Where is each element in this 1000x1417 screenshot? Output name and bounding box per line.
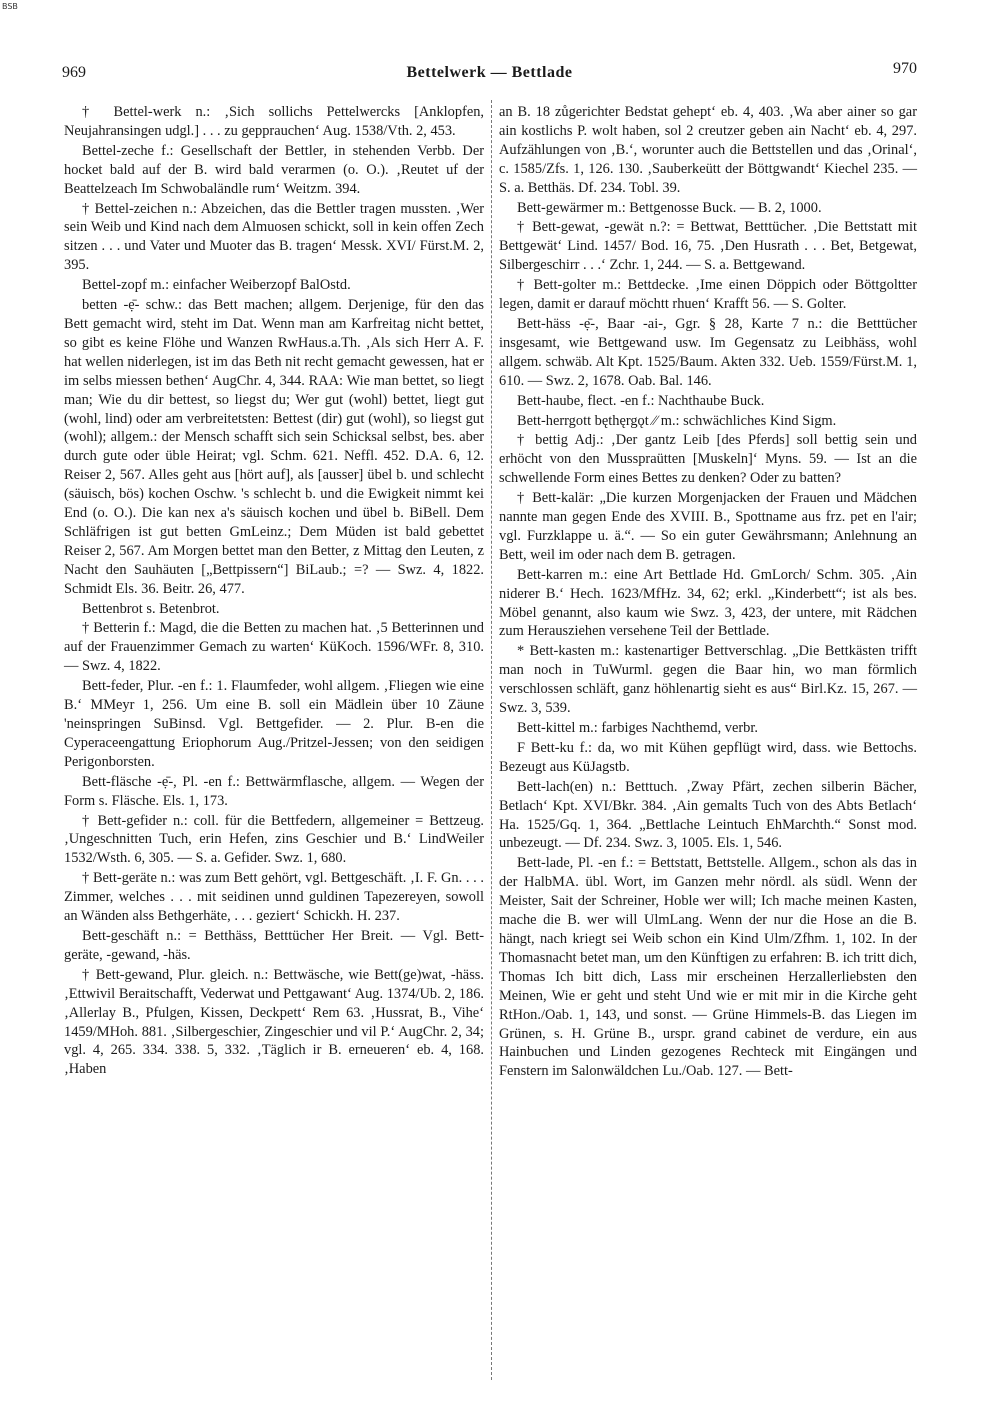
page-header — [62, 58, 917, 86]
entry-bettig: † bettig Adj.: ‚Der gantz Leib [des Pferds] soll bettig sein und erhöcht von den Musspraütten [Muskeln]‘ Myns. 59. — Ist an die schwellende Form eines Bettes zu denken? Oder zu batten? — [499, 432, 917, 487]
entry-bettel-zeche: Bettel-zeche f.: Gesellschaft der Bettler, in stehenden Verbb. Der hocket bald auf der B. wird bald verarmen (o. O.). ‚Reutet uf der Beattelzeach Im Schwobaländle rum‘ Weitzm. 394. — [64, 142, 484, 197]
entry-bett-flaesche: Bett-fläsche -ẹ̄-, Pl. -en f.: Bettwärmflasche, allgem. — Wegen der Form s. Fläsche. Els. 1, 173. — [64, 773, 484, 809]
entry-bett-haube: Bett-haube, flect. -en f.: Nachthaube Buck. — [517, 392, 765, 409]
page-number-left: 969 — [62, 64, 86, 81]
entry-bett-lade: Bett-lade, Pl. -en f.: = Bettstatt, Bettstelle. Allgem., schon als das in der HalbMA. übl. Wort, im Ganzen mehr nördl. als südl. Wenn der Meister, Sait der Schreiner, Hoble wer will; Ich mache meinen Kasten, mache die B. wer will UlmLang. Wenn der nur die Hose an die B. hängt, nach kriegt sei Weib schon ein Kind Ulm/Zfhm. 1, 102. In der Thomasnacht betet man, um den Künftigen zu erfahren: B. ich tritt dich, Thomas Ich bitt dich, Lass mir erscheinen Herzallerliebsten den Meinen, Wie er geht und steht Und wie er mit mir in die Kirche geht RtHon./Oab. 1, 143, und sonst. — Grüne Himmels-B. das Liegen im Grünen, s. H. Grüne B., urspr. grand cabinet de verdure, ein aus Hainbuchen und Linden gezogenes Rechteck mit Eingängen und Fenstern im Salonwäldchen Lu./Oab. 127. — Bett- — [499, 855, 917, 1080]
right-column — [499, 103, 917, 1082]
entry-bett-golter: † Bett-golter m.: Bettdecke. ‚Ime einen Döppich oder Böttgoltter legen, damit er darauf möchtt rhuen‘ Krafft 56. — S. Golter. — [499, 277, 917, 313]
entry-bett-feder: Bett-feder, Plur. -en f.: 1. Flaumfeder, wohl allgem. ‚Fliegen wie eine B.‘ MMeyr 1, 256. Um eine B. soll ein Mädlein über 10 Zäune 'neinspringen SuBinsd. Vgl. Bettgefider. — 2. Plur. B-en die Cyperaceengattung Eriophorum Aug./Pritzel-Jessen; von den seidigen Perigonborsten. — [64, 678, 484, 770]
entry-bett-kasten: * Bett-kasten m.: kastenartiger Bettverschlag. „Die Bettkästen trifft man noch in TuWurml. gegen die Baar hin, wo man förmlich verschlossen schläft, ganz höhlenartig sieht es aus“ Birl.Kz. 15, 267. — Swz. 3, 539. — [499, 643, 917, 717]
entry-bett-kittel: Bett-kittel m.: farbiges Nachthemd, verbr. — [517, 720, 758, 736]
entry-bettel-zopf: Bettel-zopf m.: einfacher Weiberzopf BalOstd. — [82, 277, 351, 294]
left-column — [64, 103, 484, 1080]
entry-bett-gewand-continued: an B. 18 zůgerichter Bedstat gehept‘ eb. 4, 403. ‚Wa aber ainer so gar ain kostlichs P. wolt haben, sol 2 creutzer geben ain Nacht‘ eb. 4, 297. Aufzählungen von ‚B.‘, worunter auch die Bettstellen und das ‚Orinal‘, c. 1585/Zfs. 1, 126. 130. ‚Sauberkeütt der Böttgwandt‘ Kiechel 235. — S. a. Betthäs. Df. 234. Tobl. 39. — [499, 104, 917, 196]
library-stamp: BSB — [2, 2, 18, 11]
page-number-right: 970 — [893, 60, 917, 77]
entry-bett-herrgott: Bett-herrgott bęthęrgǫt ∕∕ m.: schwächliches Kind Sigm. — [517, 412, 837, 429]
entry-bett-haess: Bett-häss -ẹ̄-, Baar -ai-, Ggr. § 28, Karte 7 n.: die Betttücher insgesamt, wie Bettgewand usw. Im Gegensatz zu Leibhäss, wohl allgem. schwäb. Alt Kpt. 1525/Baum. Akten 332. Ueb. 1559/Fürst.M. 1, 610. — Swz. 2, 1678. Oab. Bal. 146. — [499, 315, 917, 389]
entry-bett-gefider: † Bett-gefider n.: coll. für die Bettfedern, allgemeiner = Bettzeug. ‚Ungeschnitten Tuch, erin Hefen, zins Geschier und B.‘ LindWeiler 1532/Wsth. 6, 305. — S. a. Gefider. Swz. 1, 680. — [64, 812, 484, 867]
running-title: Bettelwerk — Bettlade — [406, 64, 573, 81]
entry-bett-geraete: † Bett-geräte n.: was zum Bett gehört, vgl. Bettgeschäft. ‚I. F. Gn. . . . Zimmer, welches . . . mit seidinen unnd guldinen Tapezereyen, sowoll an Wänden alss Bethgerhäte, . . . geziert‘ Schickh. H. 237. — [64, 870, 484, 925]
entry-bettel-zeichen: † Bettel-zeichen n.: Abzeichen, das die Bettler tragen mussten. ‚Wer sein Weib und Kind nach dem Almuosen schickt, soll in kein offen Zech sitzen . . . und Vater und Muoter das B. tragen‘ Messk. XVI/ Fürst.M. 2, 395. — [64, 200, 484, 274]
entry-bett-gewand: † Bett-gewand, Plur. gleich. n.: Bettwäsche, wie Bett(ge)wat, -häss. ‚Ettwivil Beraitschafft, Vederwat und Pettgawant‘ Aug. 1374/Ub. 2, 186. ‚Allerlay B., Pfulgen, Kissen, Deckpett‘ Rem 63. ‚Hussrat, B., Vihe‘ 1459/MHoh. 881. ‚Silbergeschier, Zingeschier und vil P.‘ AugChr. 2, 34; vgl. 4, 265. 334. 338. 5, 332. ‚Täglich ir B. erneueren‘ eb. 4, 168. ‚Haben — [64, 966, 484, 1078]
entry-betten: betten -ẹ̄- schw.: das Bett machen; allgem. Derjenige, für den das Bett gemacht wird, steht im Dat. Wenn man am Karfreitag nicht bettet, so gibt es keine Flöhe und Wanzen RwHaus.a.Th. ‚Als sich Herr A. F. hat wellen niderlegen, ist im das Beth nit recht gemacht gewessen, hat er im selbs miessen bethen‘ AugChr. 4, 344. RAA: Wie man bettet, so liegt man; Wie du dir bettest, so liegst du; Wer gut (wohl) bettet, liegt gut (wohl, lind) oder am verbreitetsten: Bettest (dir) gut (wohl), so liegst gut (wohl); allgem.: der Mensch schafft sich sein Schicksal selbst, bes. aber durch gute oder üble Heirat; vgl. Schm. 621. Neffl. 452. D.A. 6, 12. Reiser 2, 567. Alles geht aus [hört auf], als [ausser] übel b. und schlecht (säuisch, bös) kochen Oschw. 's schlecht b. und die Ewigkeit nimmt kei End (o. O.). Die kan nex a's säuisch kochen und übel b. BiBell. Dem Schläfrigen ist gut betten GmLeinz.; Dem Müden ist bald gebettet Reiser 2, 567. Am Morgen bettet man den Better, z Mittag den Leuten, z Nacht den Sauhäuten [„Bettpissern“] BiLaub.; =? — Swz. 4, 1822. Schmidt Els. 36. Beitr. 26, 477. — [64, 297, 484, 597]
entry-bett-gewaermer: Bett-gewärmer m.: Bettgenosse Buck. — B. 2, 1000. — [517, 199, 822, 216]
entry-betterin: † Betterin f.: Magd, die die Betten zu machen hat. ‚5 Betterinnen und auf der Frauenzimmer Gemach zu warten‘ KüKoch. 1596/WFr. 8, 310. — Swz. 4, 1822. — [64, 620, 484, 675]
entry-bett-lachen: Bett-lach(en) n.: Betttuch. ‚Zway Pfärt, zechen silberin Bächer, Betlach‘ Kpt. XVI/Bkr. 384. ‚Ain gemalts Tuch von des Abts Betlach‘ Ha. 1525/Gq. 1, 364. „Bettlache Leintuch EhMarchth.“ Sonst mod. unbezeugt. — Df. 234. Swz. 3, 1005. Els. 1, 546. — [499, 778, 917, 852]
entry-bett-karren: Bett-karren m.: eine Art Bettlade Hd. GmLorch/ Schm. 305. ‚Ain niderer B.‘ Hech. 1623/MfHz. 34, 62; erkl. „Kinderbett“; ist als bes. Möbel genannt, also kaum wie Swz. 3, 423, der untere, mit Rädchen zum Herausziehen versehene Teil der Bettlade. — [499, 566, 917, 640]
entry-bett-gewat: † Bett-gewat, -gewät n.?: = Bettwat, Betttücher. ‚Die Bettstatt mit Bettgewät‘ Lind. 1457/ Bod. 16, 75. ‚Den Husrath . . . Bet, Betgewat, Silbergeschirr . . .‘ Zchr. 1, 244. — S. a. Bettgewand. — [499, 219, 917, 274]
column-divider — [491, 100, 492, 1380]
entry-bett-ku: F Bett-ku f.: da, wo mit Kühen gepflügt wird, dass. wie Bettochs. Bezeugt aus KüJagstb. — [499, 739, 917, 775]
entry-bettel-werk: † Bettel-werk n.: ‚Sich sollichs Pettelwercks [Anklopfen, Neujahransingen udgl.] . . . zu gepprauchen‘ Aug. 1538/Vth. 2, 453. — [64, 104, 484, 139]
entry-bett-kalaer: † Bett-kalär: „Die kurzen Morgenjacken der Frauen und Mädchen nannte man gegen Ende des XVIII. B., Spottname aus frz. pet en l'air; vgl. Furzklappe u. ä.“. — So ein guter Gewährsmann; Anlehnung an Bett, weil im oder nach dem B. getragen. — [499, 490, 917, 563]
entry-bettenbrot: Bettenbrot s. Betenbrot. — [82, 600, 220, 617]
entry-bett-geschaeft: Bett-geschäft n.: = Betthäss, Betttücher Her Breit. — Vgl. Bett-geräte, -gewand, -häs. — [64, 927, 484, 963]
